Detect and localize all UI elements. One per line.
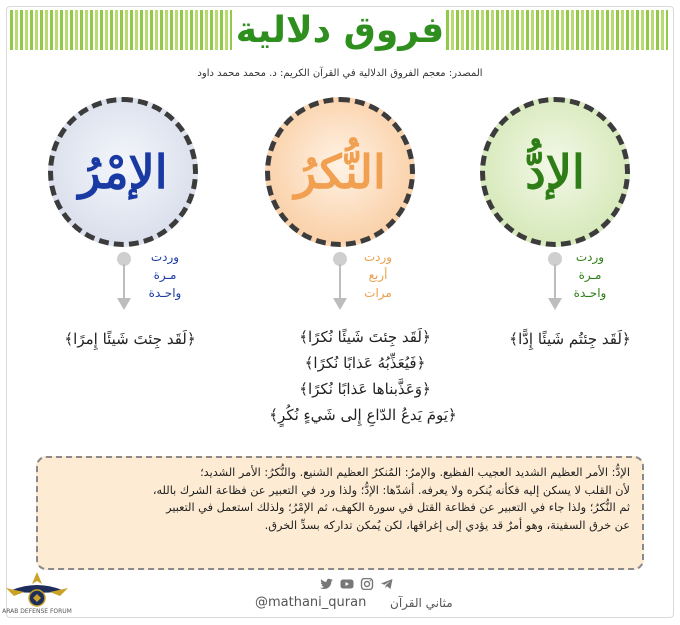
twitter-icon[interactable]	[320, 578, 334, 590]
page-title: فروق دلالية	[235, 10, 445, 51]
note-nukr	[348, 248, 408, 302]
brand-name: مثاني القرآن	[390, 596, 453, 610]
explanation-line: لأن القلب لا يسكن إليه فكأنه يُنكره ولا يعرفه. أشدّها: الإدُّ؛ ولذا ورد في التعبير عن فظاعة الشرك بالله،	[152, 483, 630, 497]
note-line: مـرة	[153, 268, 177, 282]
explanation-line: ثم النُّكرُ؛ ولذا جاء في التعبير عن فظاعة القتل في سورة الكهف، ثم الإمْرُ؛ ولذلك استعمل في التعبير	[166, 501, 630, 514]
social-handle[interactable]: @mathani_quran	[255, 595, 367, 610]
note-line: واحـدة	[148, 286, 182, 300]
explanation-line: عن خرق السفينة، وهو أمرٌ قد يؤدي إلى إغراقها، لكن يُمكن تداركه بسدِّ الخرق.	[264, 518, 630, 532]
note-line: مـرة	[578, 268, 602, 282]
instagram-icon[interactable]	[360, 578, 374, 590]
circle-nukr	[265, 97, 415, 247]
note-line: وردت	[575, 250, 605, 264]
verse-nukr-4: ﴿يَومَ يَدعُ الدّاعِ إِلى شَيءٍ نُكُرٍ﴾	[269, 406, 457, 424]
term-nukr: النُّكرُ	[294, 145, 386, 199]
circle-idd	[480, 97, 630, 247]
note-line: وردت	[150, 250, 180, 264]
note-line: واحـدة	[573, 286, 607, 300]
youtube-icon[interactable]	[340, 578, 354, 590]
verse-imr: ﴿لَقَد جِئتَ شَيئًا إِمرًا﴾	[64, 330, 196, 348]
decorative-band-right	[446, 10, 668, 50]
verse-nukr-3: ﴿وَعَذَّبناها عَذابًا نُكرًا﴾	[299, 380, 431, 398]
note-line: أربع	[368, 268, 388, 282]
note-line: مرات	[364, 286, 392, 300]
decorative-band-left	[10, 10, 232, 50]
verse-idd: ﴿لَقَد جِئتُم شَيئًا إِدًّا﴾	[509, 330, 631, 348]
source-line: المصدر: معجم الفروق الدلالية في القرآن الكريم: د. محمد محمد داود	[197, 68, 483, 79]
verse-nukr-2: ﴿فَيُعَذِّبُهُ عَذابًا نُكرًا﴾	[304, 354, 426, 372]
explanation-line: الإدُّ: الأمر العظيم الشديد العجيب الفظيع. والإمرُ: المُنكرُ العظيم الشنيع. والنُّكرُ: الأمر الشديد؛	[200, 466, 630, 479]
telegram-icon[interactable]	[380, 578, 394, 590]
verse-nukr-1: ﴿لَقَد جِئتَ شَيئًا نُكرًا﴾	[299, 328, 431, 346]
term-idd: الإدُّ	[525, 145, 585, 199]
arrow-stem-idd	[554, 264, 556, 299]
note-idd	[560, 248, 620, 302]
note-imr	[130, 248, 200, 302]
term-imr: الإمْرُ	[78, 145, 168, 199]
note-line: وردت	[363, 250, 393, 264]
arrow-head-imr	[117, 298, 131, 310]
arrow-stem-imr	[123, 264, 125, 299]
arrow-head-nukr	[333, 298, 347, 310]
arrow-stem-nukr	[339, 264, 341, 299]
circle-imr	[48, 97, 198, 247]
social-icons	[320, 578, 394, 590]
logo-text: ARAB DEFENSE FORUM	[2, 608, 72, 615]
explanation-box	[36, 456, 644, 570]
